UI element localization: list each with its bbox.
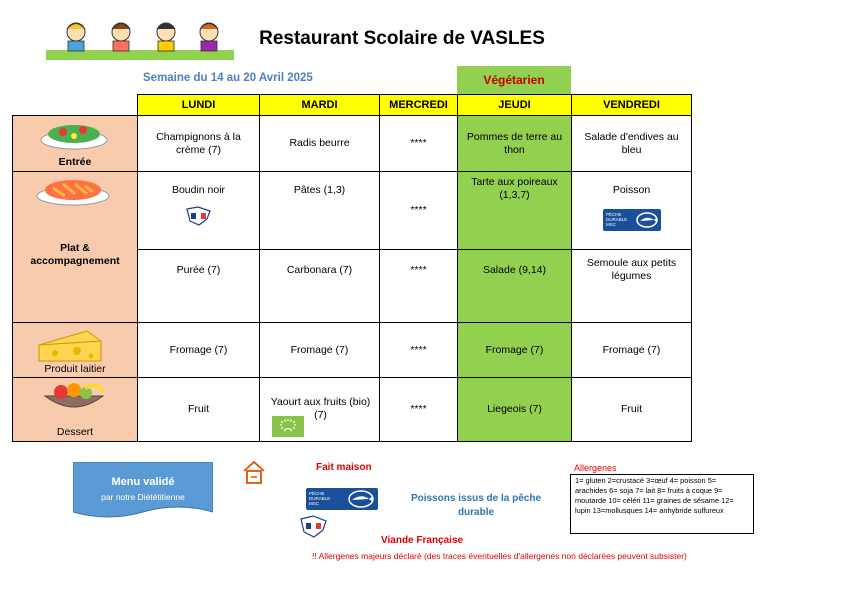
child-figure [67,23,85,51]
fruit-basket-icon [41,382,107,414]
category-dessert [13,378,138,442]
menu-cell: Fromage (7) [260,323,380,378]
child-figure [157,23,175,51]
menu-validated-label: Menu validé [111,476,175,488]
menu-validated-banner [73,462,213,520]
msc-logo-text: MSC [309,501,319,506]
laitier-row [13,323,692,378]
entree-row [13,116,692,172]
plat-row [13,172,692,250]
viande-francaise-legend-logo [298,514,330,540]
menu-cell: Fruit [138,378,260,442]
dessert-row [13,378,692,442]
menu-cell [138,172,260,250]
organic-eu-logo [272,416,304,437]
msc-logo-text: DURABLE [309,496,331,501]
viande-francaise-logo [184,205,214,227]
menu-cell: Purée (7) [138,250,260,323]
allergen-note: !! Allergenes majeurs déclaré (des traces éventuelles d'allergenes non déclarées peuvent subsister) [312,551,687,561]
menu-cell: Pâtes (1,3) [260,172,380,250]
day-header-tuesday: MARDI [260,95,380,116]
day-header-row [13,95,692,116]
menu-cell: Salade d'endives au bleu [572,116,692,172]
menu-cell: **** [380,116,458,172]
menu-cell: Carbonara (7) [260,250,380,323]
menu-cell: Fromage (7) [138,323,260,378]
poissons-durable-label: Poissons issus de la pêche durable [410,493,542,518]
category-label: Plat & accompagnement [30,242,120,267]
menu-cell-text: Boudin noir [171,184,226,196]
allergen-legend-title: Allergenes [574,463,617,473]
vegetarian-header: Végétarien [457,66,571,94]
allergen-legend-box: 1= gluten 2=crustacé 3=œuf 4= poisson 5= arachides 6= soja 7= lait 8= fruits à coque 9= moutarde 10= céléri 11= graines de sésame 12= lupin 13=mollusques 14= anhybride sulfureux [570,474,754,534]
menu-cell-text: Poisson [612,184,651,196]
menu-cell: **** [380,323,458,378]
viande-francaise-label: Viande Française [381,535,464,546]
pasta-icon [35,174,111,206]
dieteticienne-label: par notre Diététitienne [101,492,185,502]
menu-cell: Tarte aux poireaux (1,3,7) [458,172,572,250]
fait-maison-label: Fait maison [316,462,372,473]
children-eating-illustration [46,20,234,62]
menu-cell: Liegeois (7) [458,378,572,442]
child-figure [200,23,218,51]
salad-icon [39,120,109,150]
day-header-monday: LUNDI [138,95,260,116]
day-header-thursday: JEUDI [458,95,572,116]
category-laitier [13,323,138,378]
category-label: Dessert [56,426,94,438]
msc-legend-logo [306,488,378,510]
msc-logo-text: DURABLE [605,217,627,222]
menu-cell-text: Yaourt aux fruits (bio) (7) [270,396,371,421]
week-label: Semaine du 14 au 20 Avril 2025 [143,72,313,84]
menu-cell: Semoule aux petits légumes [572,250,692,323]
menu-table [12,94,692,442]
msc-logo-text: MSC [605,222,616,227]
cheese-icon [37,327,105,365]
house-icon [240,458,268,486]
child-figure [112,23,130,51]
category-label: Entrée [58,156,92,168]
msc-logo-text: PÊCHE [605,212,622,217]
menu-cell: Fromage (7) [458,323,572,378]
day-header-wednesday: MERCREDI [380,95,458,116]
msc-logo-text: PÊCHE [309,491,325,496]
category-label: Produit laitier [44,363,106,375]
menu-cell: Salade (9,14) [458,250,572,323]
menu-cell: Pommes de terre au thon [458,116,572,172]
day-header-friday: VENDREDI [572,95,692,116]
corner-cell [13,95,138,116]
page-title: Restaurant Scolaire de VASLES [259,28,545,49]
menu-cell: **** [380,378,458,442]
msc-logo [603,209,661,231]
menu-cell: Fromage (7) [572,323,692,378]
menu-cell: Champignons à la crème (7) [138,116,260,172]
category-entree [13,116,138,172]
banner-shape [73,462,213,520]
menu-cell: **** [380,250,458,323]
menu-cell: Fruit [572,378,692,442]
menu-cell: **** [380,172,458,250]
category-plat [13,172,138,323]
menu-cell [260,378,380,442]
menu-cell [572,172,692,250]
menu-cell: Radis beurre [260,116,380,172]
